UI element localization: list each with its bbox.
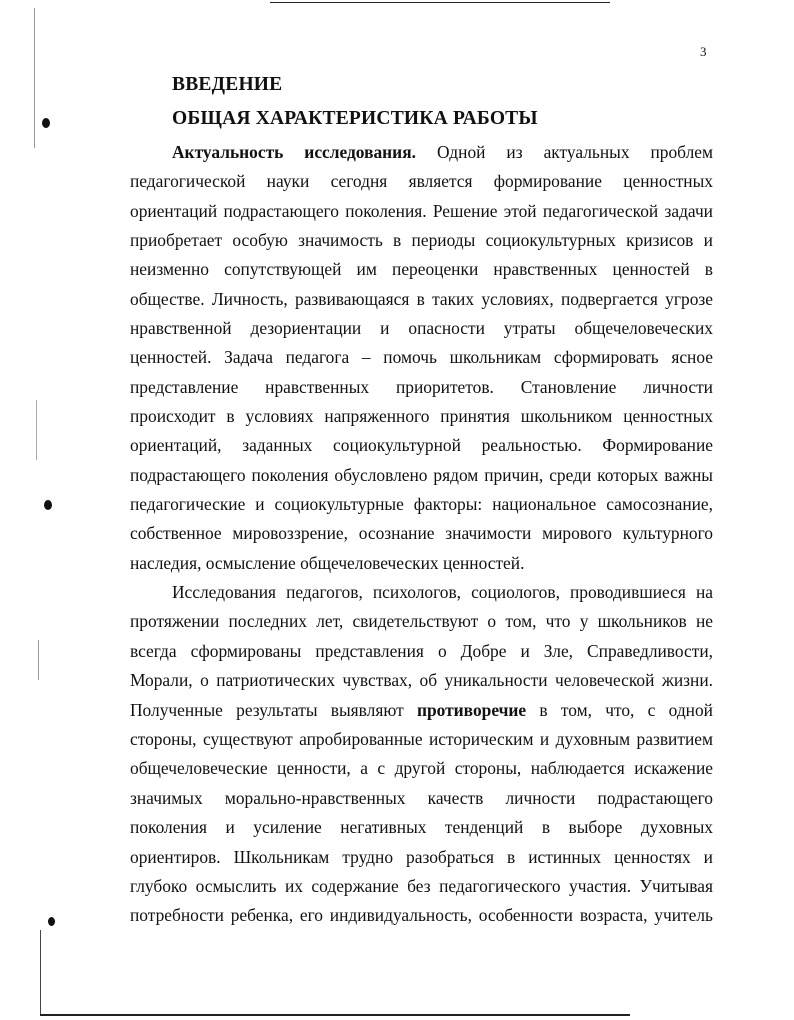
- scan-edge-left: [34, 8, 35, 148]
- punch-hole-mark: [44, 500, 52, 510]
- text-line: наследия, осмысление общечеловеческих ценностей.: [130, 553, 525, 573]
- text-line: представление нравственных приоритетов. Становление личности: [130, 377, 713, 397]
- heading-general-characteristics: ОБЩАЯ ХАРАКТЕРИСТИКА РАБОТЫ: [172, 108, 538, 129]
- text-line: ориентаций подрастающего поколения. Решение этой педагогической задачи: [130, 201, 713, 221]
- text-line: значимых морально-нравственных качеств личности подрастающего: [130, 788, 713, 808]
- text-line: собственное мировоззрение, осознание значимости мирового культурного: [130, 523, 713, 543]
- text-line: всегда сформированы представления о Добре и Зле, Справедливости,: [130, 641, 713, 661]
- scan-edge-bottom: [40, 1014, 630, 1016]
- heading-introduction: ВВЕДЕНИЕ: [172, 74, 283, 95]
- text-line: приобретает особую значимость в периоды социокультурных кризисов и: [130, 230, 713, 250]
- text-line: Исследования педагогов, психологов, социологов, проводившиеся на: [172, 582, 713, 602]
- text-line: глубоко осмыслить их содержание без педагогического участия. Учитывая: [130, 876, 713, 896]
- page-number: 3: [700, 44, 707, 59]
- scan-edge-left-low: [40, 930, 41, 1015]
- punch-hole-mark: [42, 118, 50, 128]
- text-line: неизменно сопутствующей им переоценки нравственных ценностей в: [130, 259, 713, 279]
- text-line: поколения и усиление негативных тенденций в выборе духовных: [130, 817, 713, 837]
- text-line: ориентаций, заданных социокультурной реальностью. Формирование: [130, 435, 713, 455]
- text-line: происходит в условиях напряженного принятия школьником ценностных: [130, 406, 713, 426]
- text-line: Актуальность исследования. Одной из актуальных проблем: [172, 142, 713, 162]
- scan-edge-left-mid2: [38, 640, 39, 680]
- text-line: стороны, существуют апробированные историческим и духовным развитием: [130, 729, 713, 749]
- text-line: обществе. Личность, развивающаяся в таких условиях, подвергается угрозе: [130, 289, 713, 309]
- text-line: нравственной дезориентации и опасности утраты общечеловеческих: [130, 318, 713, 338]
- text-line: общечеловеческие ценности, а с другой стороны, наблюдается искажение: [130, 758, 713, 778]
- text-line: ценностей. Задача педагога – помочь школьникам сформировать ясное: [130, 347, 713, 367]
- text-line: Морали, о патриотических чувствах, об уникальности человеческой жизни.: [130, 670, 713, 690]
- contradiction-term: противоречие: [416, 700, 527, 720]
- text-line: ориентиров. Школьникам трудно разобраться в истинных ценностях и: [130, 847, 713, 867]
- text-line: потребности ребенка, его индивидуальность, особенности возраста, учитель: [130, 905, 713, 925]
- punch-hole-mark: [48, 917, 55, 926]
- text-line: педагогической науки сегодня является формирование ценностных: [130, 171, 713, 191]
- text-line: педагогические и социокультурные факторы: национальное самосознание,: [130, 494, 713, 514]
- scan-edge-left-mid: [36, 400, 37, 460]
- text-line: подрастающего поколения обусловлено рядом причин, среди которых важны: [130, 465, 713, 485]
- text-line: Полученные результаты выявляют противоречие в том, что, с одной: [130, 700, 713, 720]
- text-line: протяжении последних лет, свидетельствуют о том, что у школьников не: [130, 611, 713, 631]
- scan-edge-top: [270, 2, 610, 3]
- relevance-label: Актуальность исследования.: [172, 142, 416, 162]
